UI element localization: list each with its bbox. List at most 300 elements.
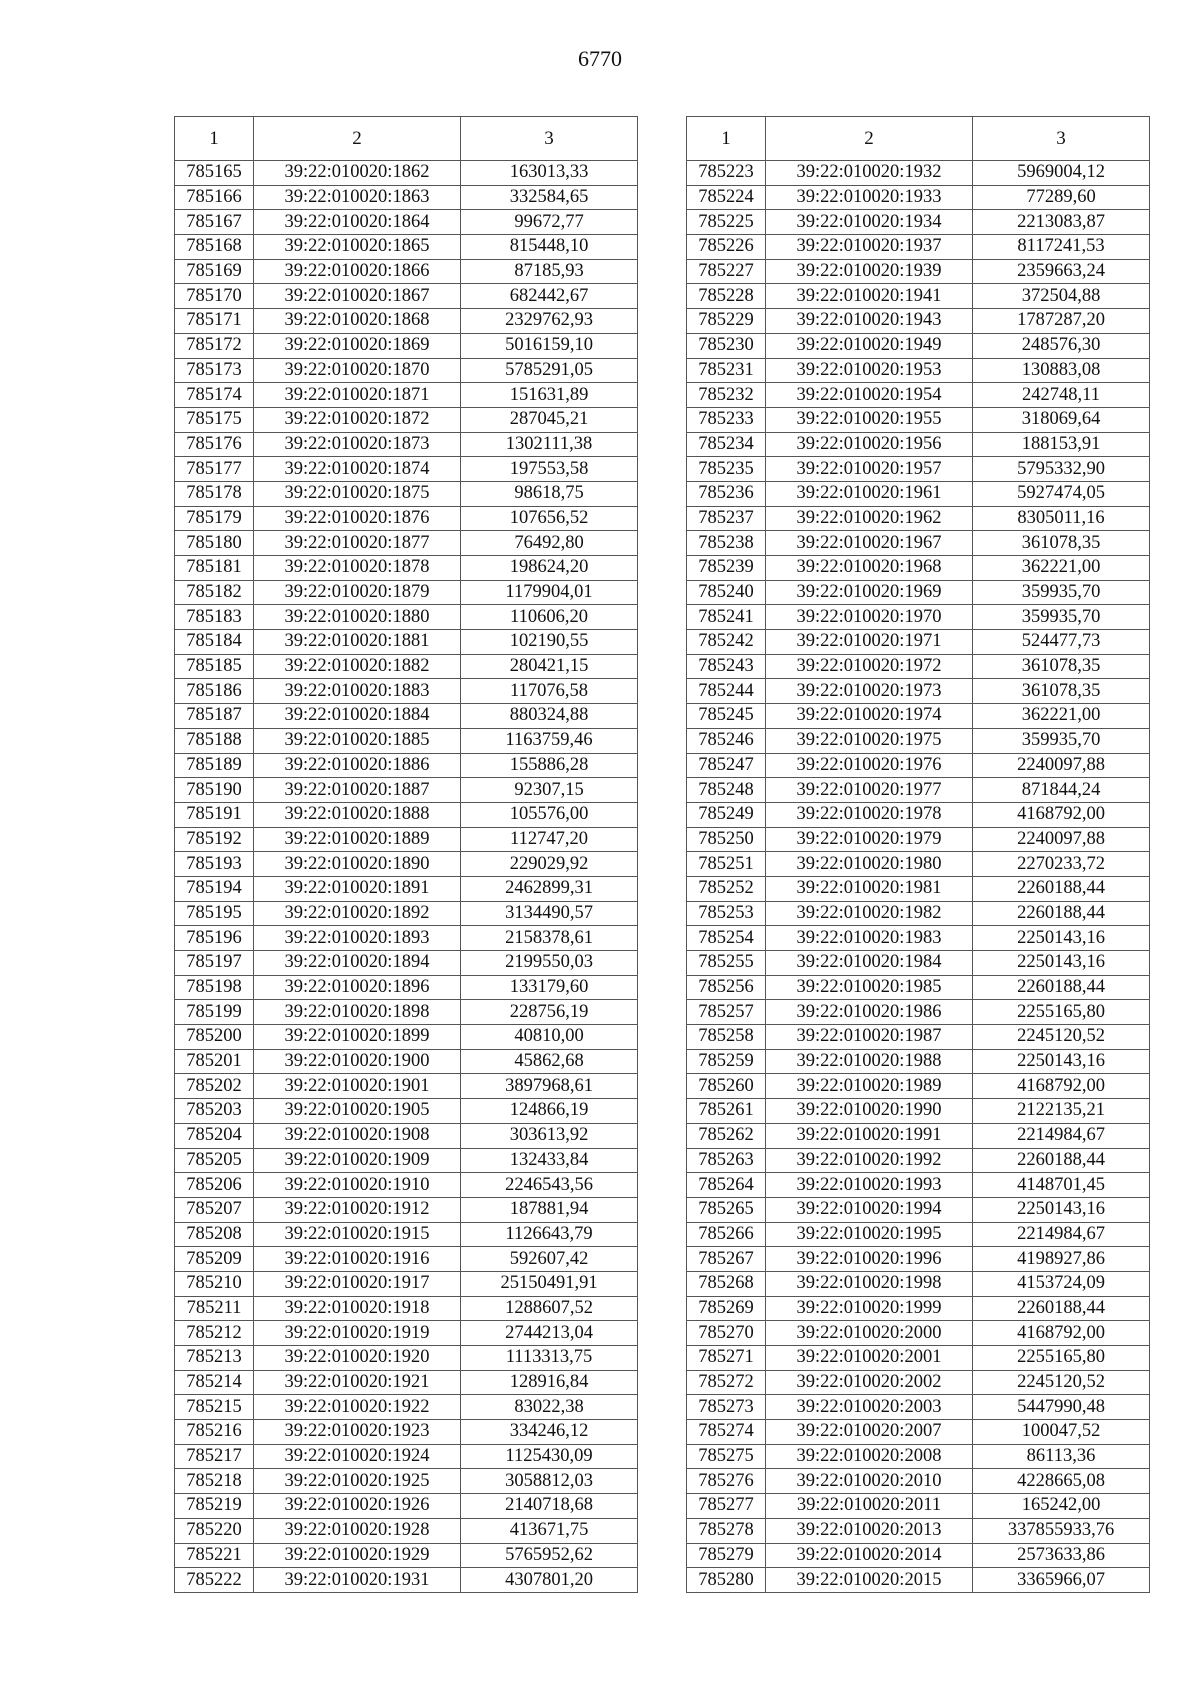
row-number: 785241 (687, 605, 766, 630)
cadastral-value: 124866,19 (461, 1099, 638, 1124)
cadastral-value: 2260188,44 (973, 876, 1150, 901)
row-number: 785213 (175, 1346, 254, 1371)
table-row (687, 457, 1150, 482)
cadastral-number: 39:22:010020:1878 (254, 556, 461, 581)
table-row (687, 235, 1150, 260)
table-row (687, 1148, 1150, 1173)
cadastral-number: 39:22:010020:1919 (254, 1321, 461, 1346)
row-number: 785218 (175, 1469, 254, 1494)
right-table-header (687, 117, 1150, 161)
table-row (687, 210, 1150, 235)
cadastral-value: 2359663,24 (973, 259, 1150, 284)
cadastral-value: 5969004,12 (973, 161, 1150, 186)
row-number: 785207 (175, 1197, 254, 1222)
cadastral-number: 39:22:010020:1954 (766, 383, 973, 408)
cadastral-value: 165242,00 (973, 1494, 1150, 1519)
cadastral-number: 39:22:010020:1908 (254, 1123, 461, 1148)
row-number: 785222 (175, 1568, 254, 1593)
table-row (687, 333, 1150, 358)
row-number: 785216 (175, 1420, 254, 1445)
cadastral-value: 3134490,57 (461, 901, 638, 926)
row-number: 785249 (687, 802, 766, 827)
cadastral-value: 133179,60 (461, 975, 638, 1000)
cadastral-value: 2250143,16 (973, 951, 1150, 976)
table-row (175, 1099, 638, 1124)
row-number: 785184 (175, 630, 254, 655)
table-row (687, 383, 1150, 408)
cadastral-value: 25150491,91 (461, 1271, 638, 1296)
cadastral-number: 39:22:010020:1937 (766, 235, 973, 260)
cadastral-number: 39:22:010020:1974 (766, 704, 973, 729)
row-number: 785192 (175, 827, 254, 852)
cadastral-value: 92307,15 (461, 778, 638, 803)
row-number: 785228 (687, 284, 766, 309)
row-number: 785239 (687, 556, 766, 581)
cadastral-value: 40810,00 (461, 1025, 638, 1050)
table-row (687, 1247, 1150, 1272)
row-number: 785183 (175, 605, 254, 630)
table-row (687, 1444, 1150, 1469)
cadastral-value: 1288607,52 (461, 1296, 638, 1321)
cadastral-number: 39:22:010020:1863 (254, 185, 461, 210)
row-number: 785186 (175, 679, 254, 704)
cadastral-value: 1125430,09 (461, 1444, 638, 1469)
cadastral-value: 2260188,44 (973, 901, 1150, 926)
row-number: 785256 (687, 975, 766, 1000)
table-row (175, 161, 638, 186)
cadastral-value: 1179904,01 (461, 580, 638, 605)
row-number: 785251 (687, 852, 766, 877)
cadastral-value: 8305011,16 (973, 506, 1150, 531)
cadastral-value: 5795332,90 (973, 457, 1150, 482)
row-number: 785171 (175, 309, 254, 334)
table-row (175, 802, 638, 827)
table-row (687, 1420, 1150, 1445)
table-row (687, 876, 1150, 901)
row-number: 785190 (175, 778, 254, 803)
table-row (687, 1568, 1150, 1593)
cadastral-number: 39:22:010020:1980 (766, 852, 973, 877)
left-table-body (175, 161, 638, 1593)
table-row (175, 1568, 638, 1593)
cadastral-number: 39:22:010020:2013 (766, 1518, 973, 1543)
cadastral-number: 39:22:010020:1996 (766, 1247, 973, 1272)
table-row (175, 481, 638, 506)
cadastral-value: 5447990,48 (973, 1395, 1150, 1420)
cadastral-value: 87185,93 (461, 259, 638, 284)
row-number: 785187 (175, 704, 254, 729)
cadastral-number: 39:22:010020:1999 (766, 1296, 973, 1321)
cadastral-number: 39:22:010020:1949 (766, 333, 973, 358)
table-row (175, 432, 638, 457)
row-number: 785219 (175, 1494, 254, 1519)
cadastral-value: 98618,75 (461, 481, 638, 506)
table-row (687, 161, 1150, 186)
row-number: 785202 (175, 1074, 254, 1099)
row-number: 785272 (687, 1370, 766, 1395)
cadastral-number: 39:22:010020:1939 (766, 259, 973, 284)
table-row (687, 1395, 1150, 1420)
cadastral-number: 39:22:010020:1994 (766, 1197, 973, 1222)
table-row (687, 358, 1150, 383)
row-number: 785165 (175, 161, 254, 186)
cadastral-value: 102190,55 (461, 630, 638, 655)
table-row (687, 506, 1150, 531)
table-row (687, 679, 1150, 704)
row-number: 785248 (687, 778, 766, 803)
table-row (687, 531, 1150, 556)
row-number: 785276 (687, 1469, 766, 1494)
cadastral-value: 2240097,88 (973, 827, 1150, 852)
cadastral-number: 39:22:010020:1956 (766, 432, 973, 457)
row-number: 785177 (175, 457, 254, 482)
cadastral-number: 39:22:010020:1887 (254, 778, 461, 803)
cadastral-value: 362221,00 (973, 704, 1150, 729)
row-number: 785230 (687, 333, 766, 358)
cadastral-value: 361078,35 (973, 679, 1150, 704)
cadastral-number: 39:22:010020:1933 (766, 185, 973, 210)
row-number: 785214 (175, 1370, 254, 1395)
table-row (687, 1173, 1150, 1198)
table-row (175, 1370, 638, 1395)
cadastral-number: 39:22:010020:1990 (766, 1099, 973, 1124)
cadastral-value: 228756,19 (461, 1000, 638, 1025)
row-number: 785273 (687, 1395, 766, 1420)
cadastral-number: 39:22:010020:1921 (254, 1370, 461, 1395)
table-row (687, 1123, 1150, 1148)
cadastral-value: 1113313,75 (461, 1346, 638, 1371)
cadastral-value: 99672,77 (461, 210, 638, 235)
table-row (687, 259, 1150, 284)
row-number: 785206 (175, 1173, 254, 1198)
cadastral-number: 39:22:010020:1986 (766, 1000, 973, 1025)
cadastral-value: 2250143,16 (973, 926, 1150, 951)
table-row (687, 185, 1150, 210)
table-row (687, 1518, 1150, 1543)
row-number: 785264 (687, 1173, 766, 1198)
row-number: 785274 (687, 1420, 766, 1445)
cadastral-value: 2140718,68 (461, 1494, 638, 1519)
cadastral-value: 197553,58 (461, 457, 638, 482)
cadastral-value: 2270233,72 (973, 852, 1150, 877)
column-header-3: 3 (973, 117, 1150, 161)
table-row (175, 901, 638, 926)
row-number: 785263 (687, 1148, 766, 1173)
cadastral-value: 2260188,44 (973, 1296, 1150, 1321)
table-row (175, 1271, 638, 1296)
row-number: 785237 (687, 506, 766, 531)
cadastral-number: 39:22:010020:1961 (766, 481, 973, 506)
row-number: 785226 (687, 235, 766, 260)
cadastral-value: 155886,28 (461, 753, 638, 778)
column-header-1: 1 (687, 117, 766, 161)
cadastral-value: 8117241,53 (973, 235, 1150, 260)
table-row (687, 630, 1150, 655)
cadastral-value: 45862,68 (461, 1049, 638, 1074)
cadastral-number: 39:22:010020:1924 (254, 1444, 461, 1469)
row-number: 785277 (687, 1494, 766, 1519)
row-number: 785243 (687, 654, 766, 679)
row-number: 785246 (687, 728, 766, 753)
cadastral-number: 39:22:010020:1896 (254, 975, 461, 1000)
cadastral-value: 229029,92 (461, 852, 638, 877)
cadastral-number: 39:22:010020:1871 (254, 383, 461, 408)
table-row (175, 1518, 638, 1543)
row-number: 785180 (175, 531, 254, 556)
row-number: 785189 (175, 753, 254, 778)
table-row (175, 506, 638, 531)
cadastral-value: 5785291,05 (461, 358, 638, 383)
table-row (175, 358, 638, 383)
cadastral-value: 303613,92 (461, 1123, 638, 1148)
table-row (175, 876, 638, 901)
cadastral-value: 3058812,03 (461, 1469, 638, 1494)
row-number: 785181 (175, 556, 254, 581)
row-number: 785224 (687, 185, 766, 210)
row-number: 785199 (175, 1000, 254, 1025)
cadastral-value: 4168792,00 (973, 1321, 1150, 1346)
table-row (687, 1000, 1150, 1025)
cadastral-number: 39:22:010020:1995 (766, 1222, 973, 1247)
cadastral-value: 2199550,03 (461, 951, 638, 976)
table-row (175, 1197, 638, 1222)
table-row (175, 679, 638, 704)
table-row (687, 605, 1150, 630)
table-row (687, 778, 1150, 803)
column-header-3: 3 (461, 117, 638, 161)
table-row (175, 1346, 638, 1371)
row-number: 785194 (175, 876, 254, 901)
cadastral-value: 3365966,07 (973, 1568, 1150, 1593)
cadastral-number: 39:22:010020:1977 (766, 778, 973, 803)
row-number: 785269 (687, 1296, 766, 1321)
cadastral-value: 871844,24 (973, 778, 1150, 803)
table-row (175, 309, 638, 334)
cadastral-value: 83022,38 (461, 1395, 638, 1420)
cadastral-value: 2250143,16 (973, 1197, 1150, 1222)
cadastral-value: 359935,70 (973, 580, 1150, 605)
cadastral-number: 39:22:010020:1883 (254, 679, 461, 704)
cadastral-number: 39:22:010020:1920 (254, 1346, 461, 1371)
cadastral-number: 39:22:010020:1866 (254, 259, 461, 284)
row-number: 785210 (175, 1271, 254, 1296)
cadastral-value: 242748,11 (973, 383, 1150, 408)
cadastral-number: 39:22:010020:1899 (254, 1025, 461, 1050)
row-number: 785254 (687, 926, 766, 951)
row-number: 785166 (175, 185, 254, 210)
cadastral-value: 372504,88 (973, 284, 1150, 309)
row-number: 785245 (687, 704, 766, 729)
table-row (175, 654, 638, 679)
row-number: 785266 (687, 1222, 766, 1247)
table-row (175, 185, 638, 210)
cadastral-value: 117076,58 (461, 679, 638, 704)
row-number: 785242 (687, 630, 766, 655)
cadastral-number: 39:22:010020:1882 (254, 654, 461, 679)
cadastral-value: 4168792,00 (973, 1074, 1150, 1099)
cadastral-number: 39:22:010020:1984 (766, 951, 973, 976)
cadastral-value: 5016159,10 (461, 333, 638, 358)
table-row (175, 1420, 638, 1445)
table-row (687, 556, 1150, 581)
row-number: 785196 (175, 926, 254, 951)
row-number: 785267 (687, 1247, 766, 1272)
row-number: 785231 (687, 358, 766, 383)
cadastral-number: 39:22:010020:1915 (254, 1222, 461, 1247)
table-row (687, 1197, 1150, 1222)
cadastral-value: 2329762,93 (461, 309, 638, 334)
cadastral-value: 361078,35 (973, 654, 1150, 679)
cadastral-number: 39:22:010020:1988 (766, 1049, 973, 1074)
column-header-1: 1 (175, 117, 254, 161)
row-number: 785252 (687, 876, 766, 901)
cadastral-value: 4307801,20 (461, 1568, 638, 1593)
cadastral-value: 107656,52 (461, 506, 638, 531)
cadastral-value: 5927474,05 (973, 481, 1150, 506)
table-row (687, 951, 1150, 976)
table-row (687, 1370, 1150, 1395)
cadastral-value: 3897968,61 (461, 1074, 638, 1099)
table-row (175, 605, 638, 630)
cadastral-value: 2158378,61 (461, 926, 638, 951)
row-number: 785195 (175, 901, 254, 926)
row-number: 785257 (687, 1000, 766, 1025)
cadastral-number: 39:22:010020:1918 (254, 1296, 461, 1321)
table-row (687, 901, 1150, 926)
cadastral-value: 337855933,76 (973, 1518, 1150, 1543)
cadastral-value: 2213083,87 (973, 210, 1150, 235)
row-number: 785176 (175, 432, 254, 457)
cadastral-value: 4198927,86 (973, 1247, 1150, 1272)
row-number: 785275 (687, 1444, 766, 1469)
table-row (175, 1049, 638, 1074)
table-row (687, 580, 1150, 605)
table-row (687, 704, 1150, 729)
row-number: 785185 (175, 654, 254, 679)
cadastral-number: 39:22:010020:1893 (254, 926, 461, 951)
cadastral-number: 39:22:010020:1975 (766, 728, 973, 753)
table-row (687, 1049, 1150, 1074)
cadastral-value: 105576,00 (461, 802, 638, 827)
table-row (687, 432, 1150, 457)
cadastral-number: 39:22:010020:2011 (766, 1494, 973, 1519)
cadastral-number: 39:22:010020:1934 (766, 210, 973, 235)
cadastral-value: 334246,12 (461, 1420, 638, 1445)
row-number: 785193 (175, 852, 254, 877)
table-row (687, 1296, 1150, 1321)
row-number: 785217 (175, 1444, 254, 1469)
row-number: 785198 (175, 975, 254, 1000)
cadastral-number: 39:22:010020:1991 (766, 1123, 973, 1148)
cadastral-number: 39:22:010020:1890 (254, 852, 461, 877)
right-table-body (687, 161, 1150, 1593)
left-table-header (175, 117, 638, 161)
cadastral-value: 1302111,38 (461, 432, 638, 457)
cadastral-value: 318069,64 (973, 407, 1150, 432)
table-row (175, 975, 638, 1000)
table-row (175, 1074, 638, 1099)
cadastral-value: 815448,10 (461, 235, 638, 260)
cadastral-number: 39:22:010020:1967 (766, 531, 973, 556)
table-row (687, 654, 1150, 679)
cadastral-number: 39:22:010020:1862 (254, 161, 461, 186)
cadastral-number: 39:22:010020:2010 (766, 1469, 973, 1494)
cadastral-number: 39:22:010020:1970 (766, 605, 973, 630)
cadastral-value: 77289,60 (973, 185, 1150, 210)
cadastral-number: 39:22:010020:1881 (254, 630, 461, 655)
cadastral-value: 2744213,04 (461, 1321, 638, 1346)
cadastral-value: 198624,20 (461, 556, 638, 581)
cadastral-value: 280421,15 (461, 654, 638, 679)
cadastral-number: 39:22:010020:1874 (254, 457, 461, 482)
cadastral-number: 39:22:010020:1923 (254, 1420, 461, 1445)
cadastral-number: 39:22:010020:1992 (766, 1148, 973, 1173)
cadastral-number: 39:22:010020:1993 (766, 1173, 973, 1198)
table-row (687, 1346, 1150, 1371)
table-row (687, 1321, 1150, 1346)
cadastral-number: 39:22:010020:1868 (254, 309, 461, 334)
cadastral-number: 39:22:010020:1971 (766, 630, 973, 655)
table-row (687, 802, 1150, 827)
row-number: 785182 (175, 580, 254, 605)
cadastral-number: 39:22:010020:1901 (254, 1074, 461, 1099)
cadastral-number: 39:22:010020:1962 (766, 506, 973, 531)
cadastral-number: 39:22:010020:1953 (766, 358, 973, 383)
row-number: 785220 (175, 1518, 254, 1543)
row-number: 785244 (687, 679, 766, 704)
cadastral-value: 524477,73 (973, 630, 1150, 655)
table-row (175, 1494, 638, 1519)
cadastral-value: 2122135,21 (973, 1099, 1150, 1124)
table-row (175, 457, 638, 482)
table-row (175, 1444, 638, 1469)
table-row (175, 1222, 638, 1247)
cadastral-number: 39:22:010020:1955 (766, 407, 973, 432)
page-number: 6770 (578, 46, 622, 71)
cadastral-number: 39:22:010020:1884 (254, 704, 461, 729)
table-row (175, 235, 638, 260)
cadastral-number: 39:22:010020:1983 (766, 926, 973, 951)
table-row (687, 284, 1150, 309)
row-number: 785178 (175, 481, 254, 506)
cadastral-number: 39:22:010020:2001 (766, 1346, 973, 1371)
table-row (175, 407, 638, 432)
row-number: 785167 (175, 210, 254, 235)
table-row (175, 1395, 638, 1420)
row-number: 785240 (687, 580, 766, 605)
cadastral-number: 39:22:010020:1929 (254, 1543, 461, 1568)
cadastral-number: 39:22:010020:1873 (254, 432, 461, 457)
row-number: 785279 (687, 1543, 766, 1568)
row-number: 785223 (687, 161, 766, 186)
cadastral-value: 2245120,52 (973, 1025, 1150, 1050)
right-table (686, 116, 1150, 1593)
row-number: 785280 (687, 1568, 766, 1593)
cadastral-value: 130883,08 (973, 358, 1150, 383)
cadastral-value: 2573633,86 (973, 1543, 1150, 1568)
cadastral-value: 1787287,20 (973, 309, 1150, 334)
table-row (687, 1099, 1150, 1124)
cadastral-value: 2246543,56 (461, 1173, 638, 1198)
cadastral-number: 39:22:010020:1875 (254, 481, 461, 506)
row-number: 785200 (175, 1025, 254, 1050)
row-number: 785265 (687, 1197, 766, 1222)
row-number: 785203 (175, 1099, 254, 1124)
table-row (175, 1321, 638, 1346)
table-row (175, 753, 638, 778)
row-number: 785259 (687, 1049, 766, 1074)
cadastral-value: 132433,84 (461, 1148, 638, 1173)
